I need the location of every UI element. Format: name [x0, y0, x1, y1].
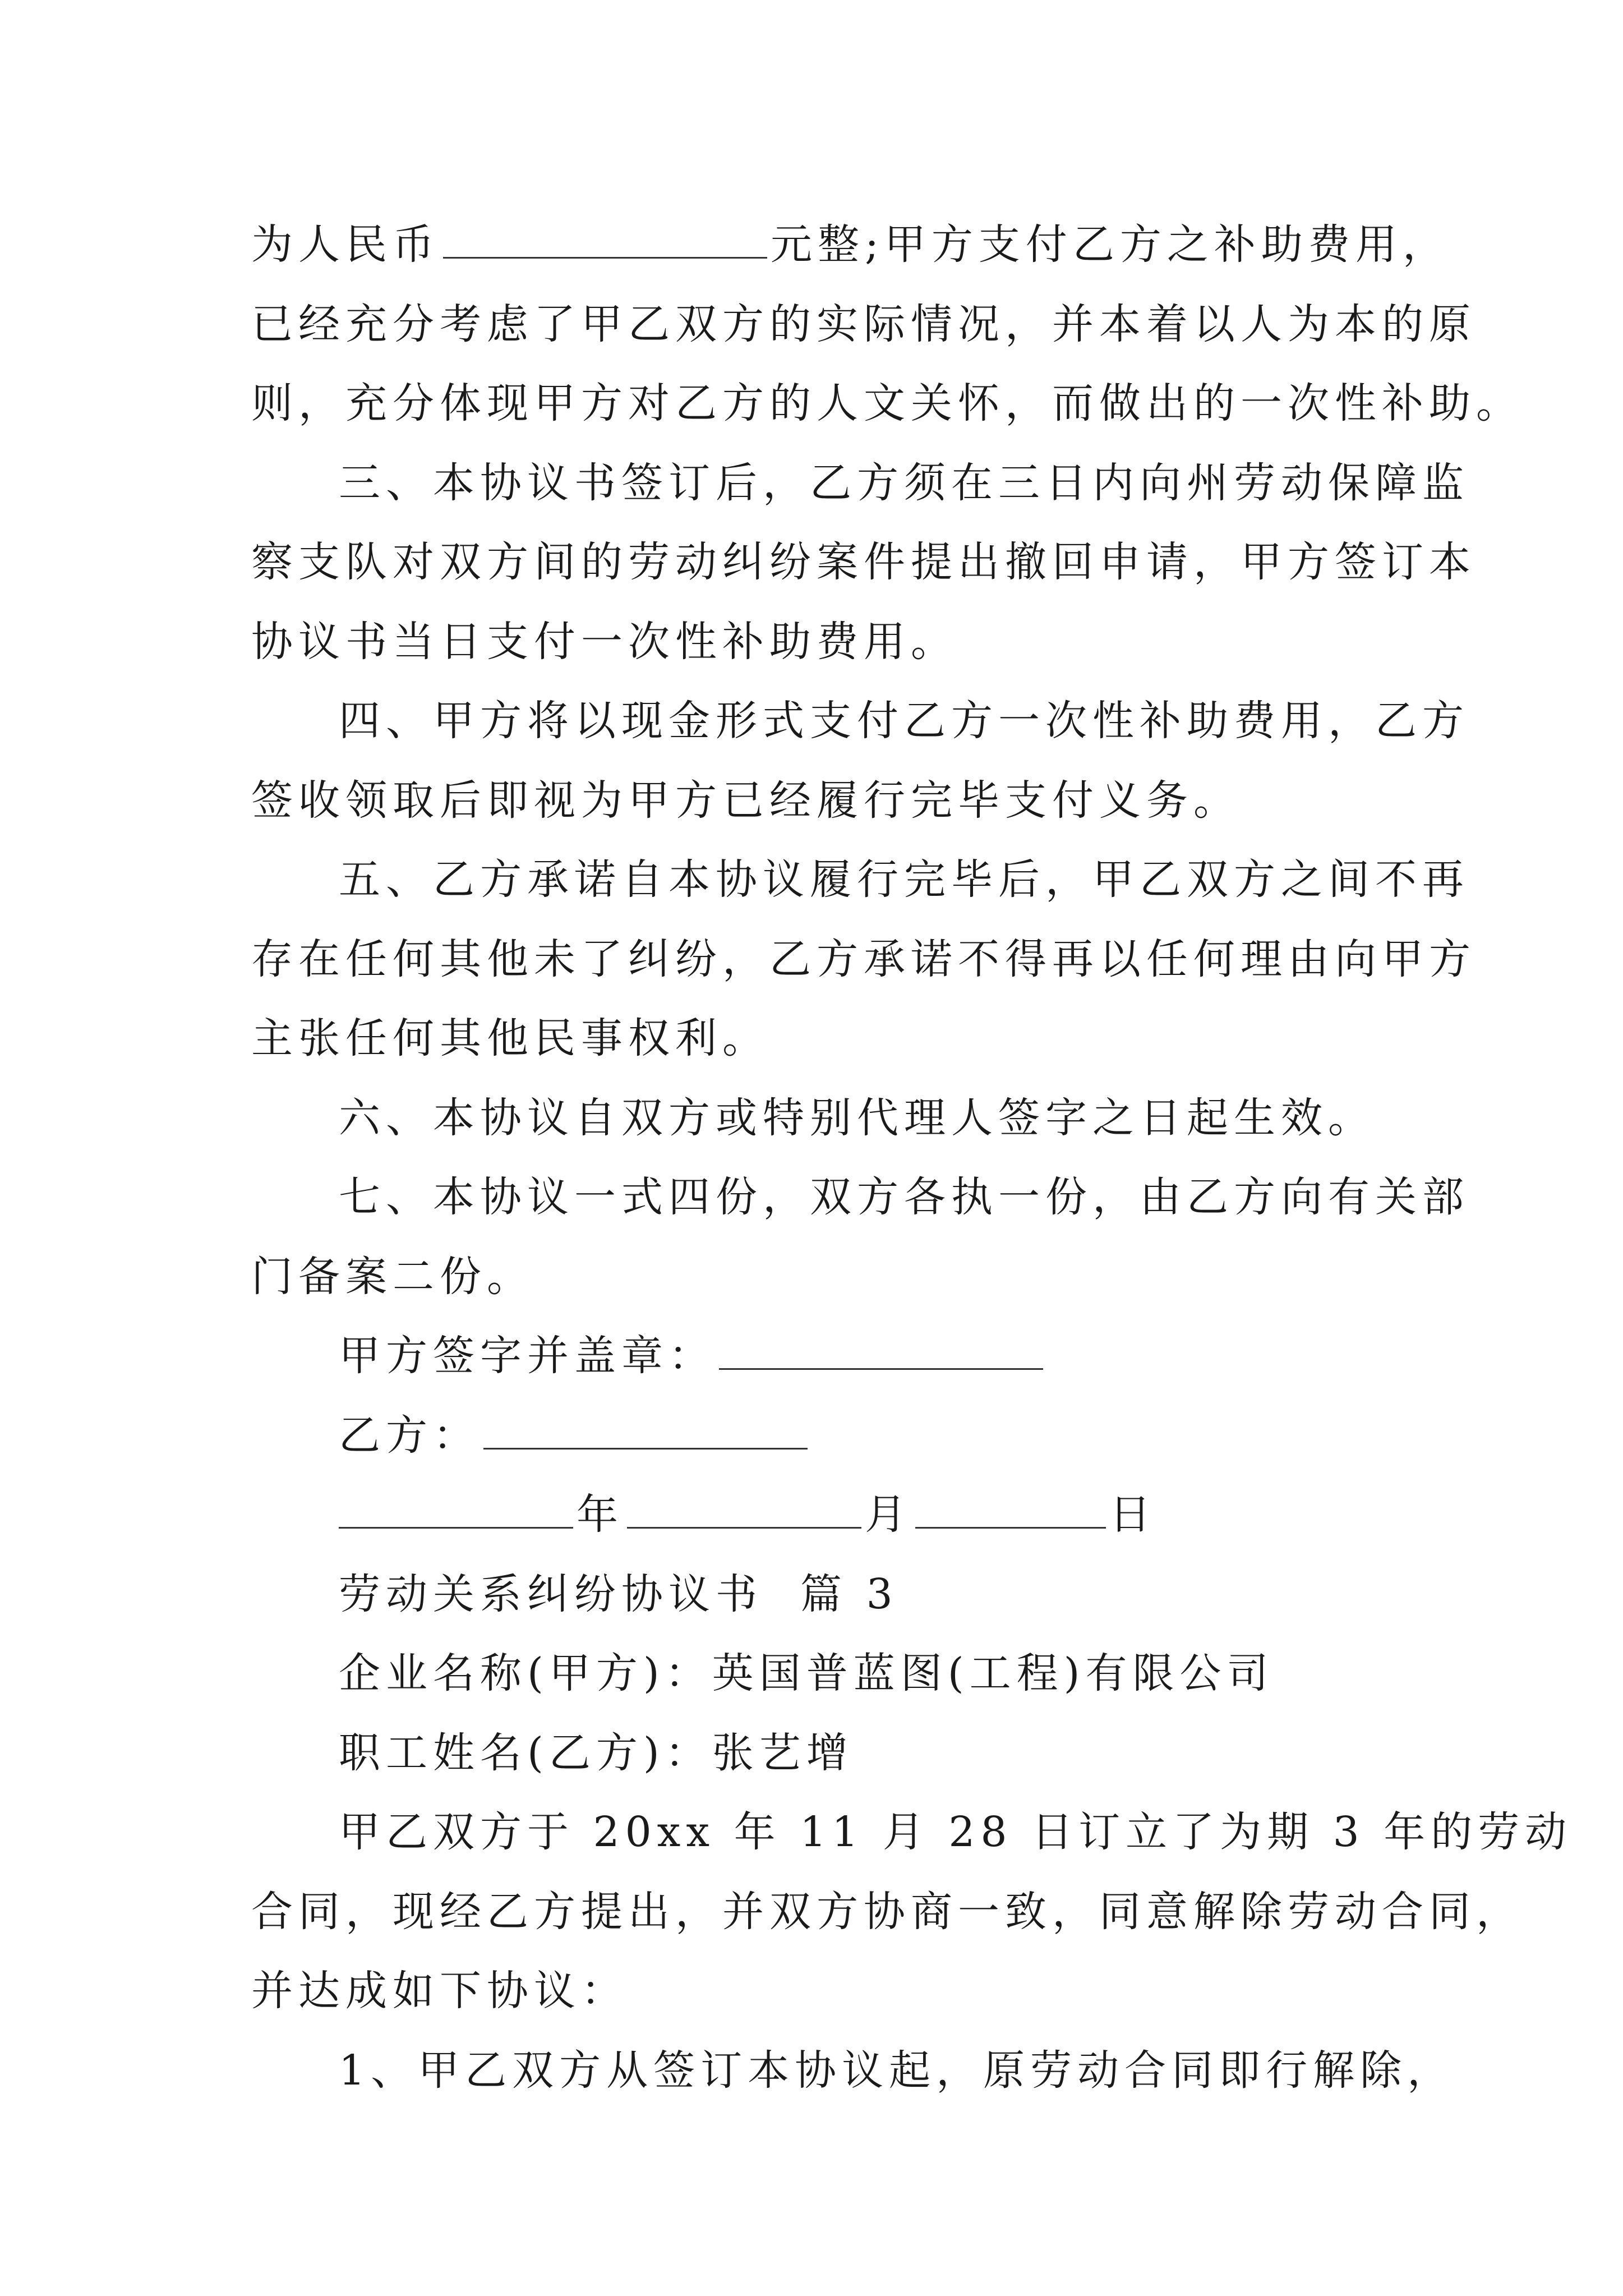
subsidy-line-3: 则，充分体现甲方对乙方的人文关怀，而做出的一次性补助。 — [251, 379, 1523, 427]
clause-5-line-2: 存在任何其他未了纠纷，乙方承诺不得再以任何理由向甲方 — [251, 935, 1476, 983]
day-blank[interactable] — [915, 1492, 1106, 1529]
month-blank[interactable] — [627, 1492, 861, 1529]
party-a-label: 甲方签字并盖章： — [339, 1332, 716, 1380]
month-label: 月 — [865, 1490, 912, 1539]
company-name-line: 企业名称(甲方)：英国普蓝图(工程)有限公司 — [339, 1649, 1274, 1697]
clause-4-line-1: 四、甲方将以现金形式支付乙方一次性补助费用，乙方 — [339, 697, 1469, 745]
item-1-line-1: 1、甲乙双方从签订本协议起，原劳动合同即行解除， — [339, 2046, 1455, 2095]
party-b-signature-blank[interactable] — [483, 1413, 808, 1450]
amount-blank[interactable] — [443, 222, 767, 259]
clause-7-line-2: 门备案二份。 — [251, 1253, 534, 1301]
intro-line-1: 甲乙双方于 20xx 年 11 月 28 日订立了为期 3 年的劳动 — [339, 1808, 1573, 1856]
date-line — [339, 1488, 1156, 1542]
party-a-signature-blank[interactable] — [719, 1333, 1043, 1370]
clause-5-line-1: 五、乙方承诺自本协议履行完毕后，甲乙双方之间不再 — [339, 855, 1469, 904]
clause-3-line-3: 协议书当日支付一次性补助费用。 — [251, 618, 958, 666]
section-3-title: 劳动关系纠纷协议书 篇 3 — [339, 1570, 898, 1618]
subsidy-amount-prefix: 为人民币 — [251, 220, 440, 269]
clause-3-line-1: 三、本协议书签订后，乙方须在三日内向州劳动保障监 — [339, 459, 1469, 507]
clause-7-line-1: 七、本协议一式四份，双方各执一份，由乙方向有关部 — [339, 1173, 1469, 1221]
subsidy-line-2: 已经充分考虑了甲乙双方的实际情况，并本着以人为本的原 — [251, 300, 1476, 348]
employee-name-line: 职工姓名(乙方)：张艺增 — [339, 1729, 854, 1777]
party-a-signature-line — [339, 1329, 1046, 1383]
clause-3-line-2: 察支队对双方间的劳动纠纷案件提出撤回申请，甲方签订本 — [251, 538, 1476, 586]
party-b-signature-line — [339, 1409, 811, 1462]
year-label: 年 — [577, 1490, 624, 1539]
intro-line-3: 并达成如下协议： — [251, 1967, 628, 2015]
day-label: 日 — [1109, 1490, 1156, 1539]
clause-4-line-2: 签收领取后即视为甲方已经履行完毕支付义务。 — [251, 776, 1241, 825]
clause-5-line-3: 主张任何其他民事权利。 — [251, 1014, 769, 1062]
year-blank[interactable] — [339, 1492, 573, 1529]
subsidy-amount-suffix: 元整;甲方支付乙方之补助费用， — [771, 220, 1450, 269]
clause-6-line-1: 六、本协议自双方或特别代理人签字之日起生效。 — [339, 1094, 1375, 1142]
subsidy-line-1 — [251, 218, 1450, 272]
intro-line-2: 合同，现经乙方提出，并双方协商一致，同意解除劳动合同， — [251, 1888, 1523, 1936]
party-b-label: 乙方： — [339, 1411, 480, 1460]
